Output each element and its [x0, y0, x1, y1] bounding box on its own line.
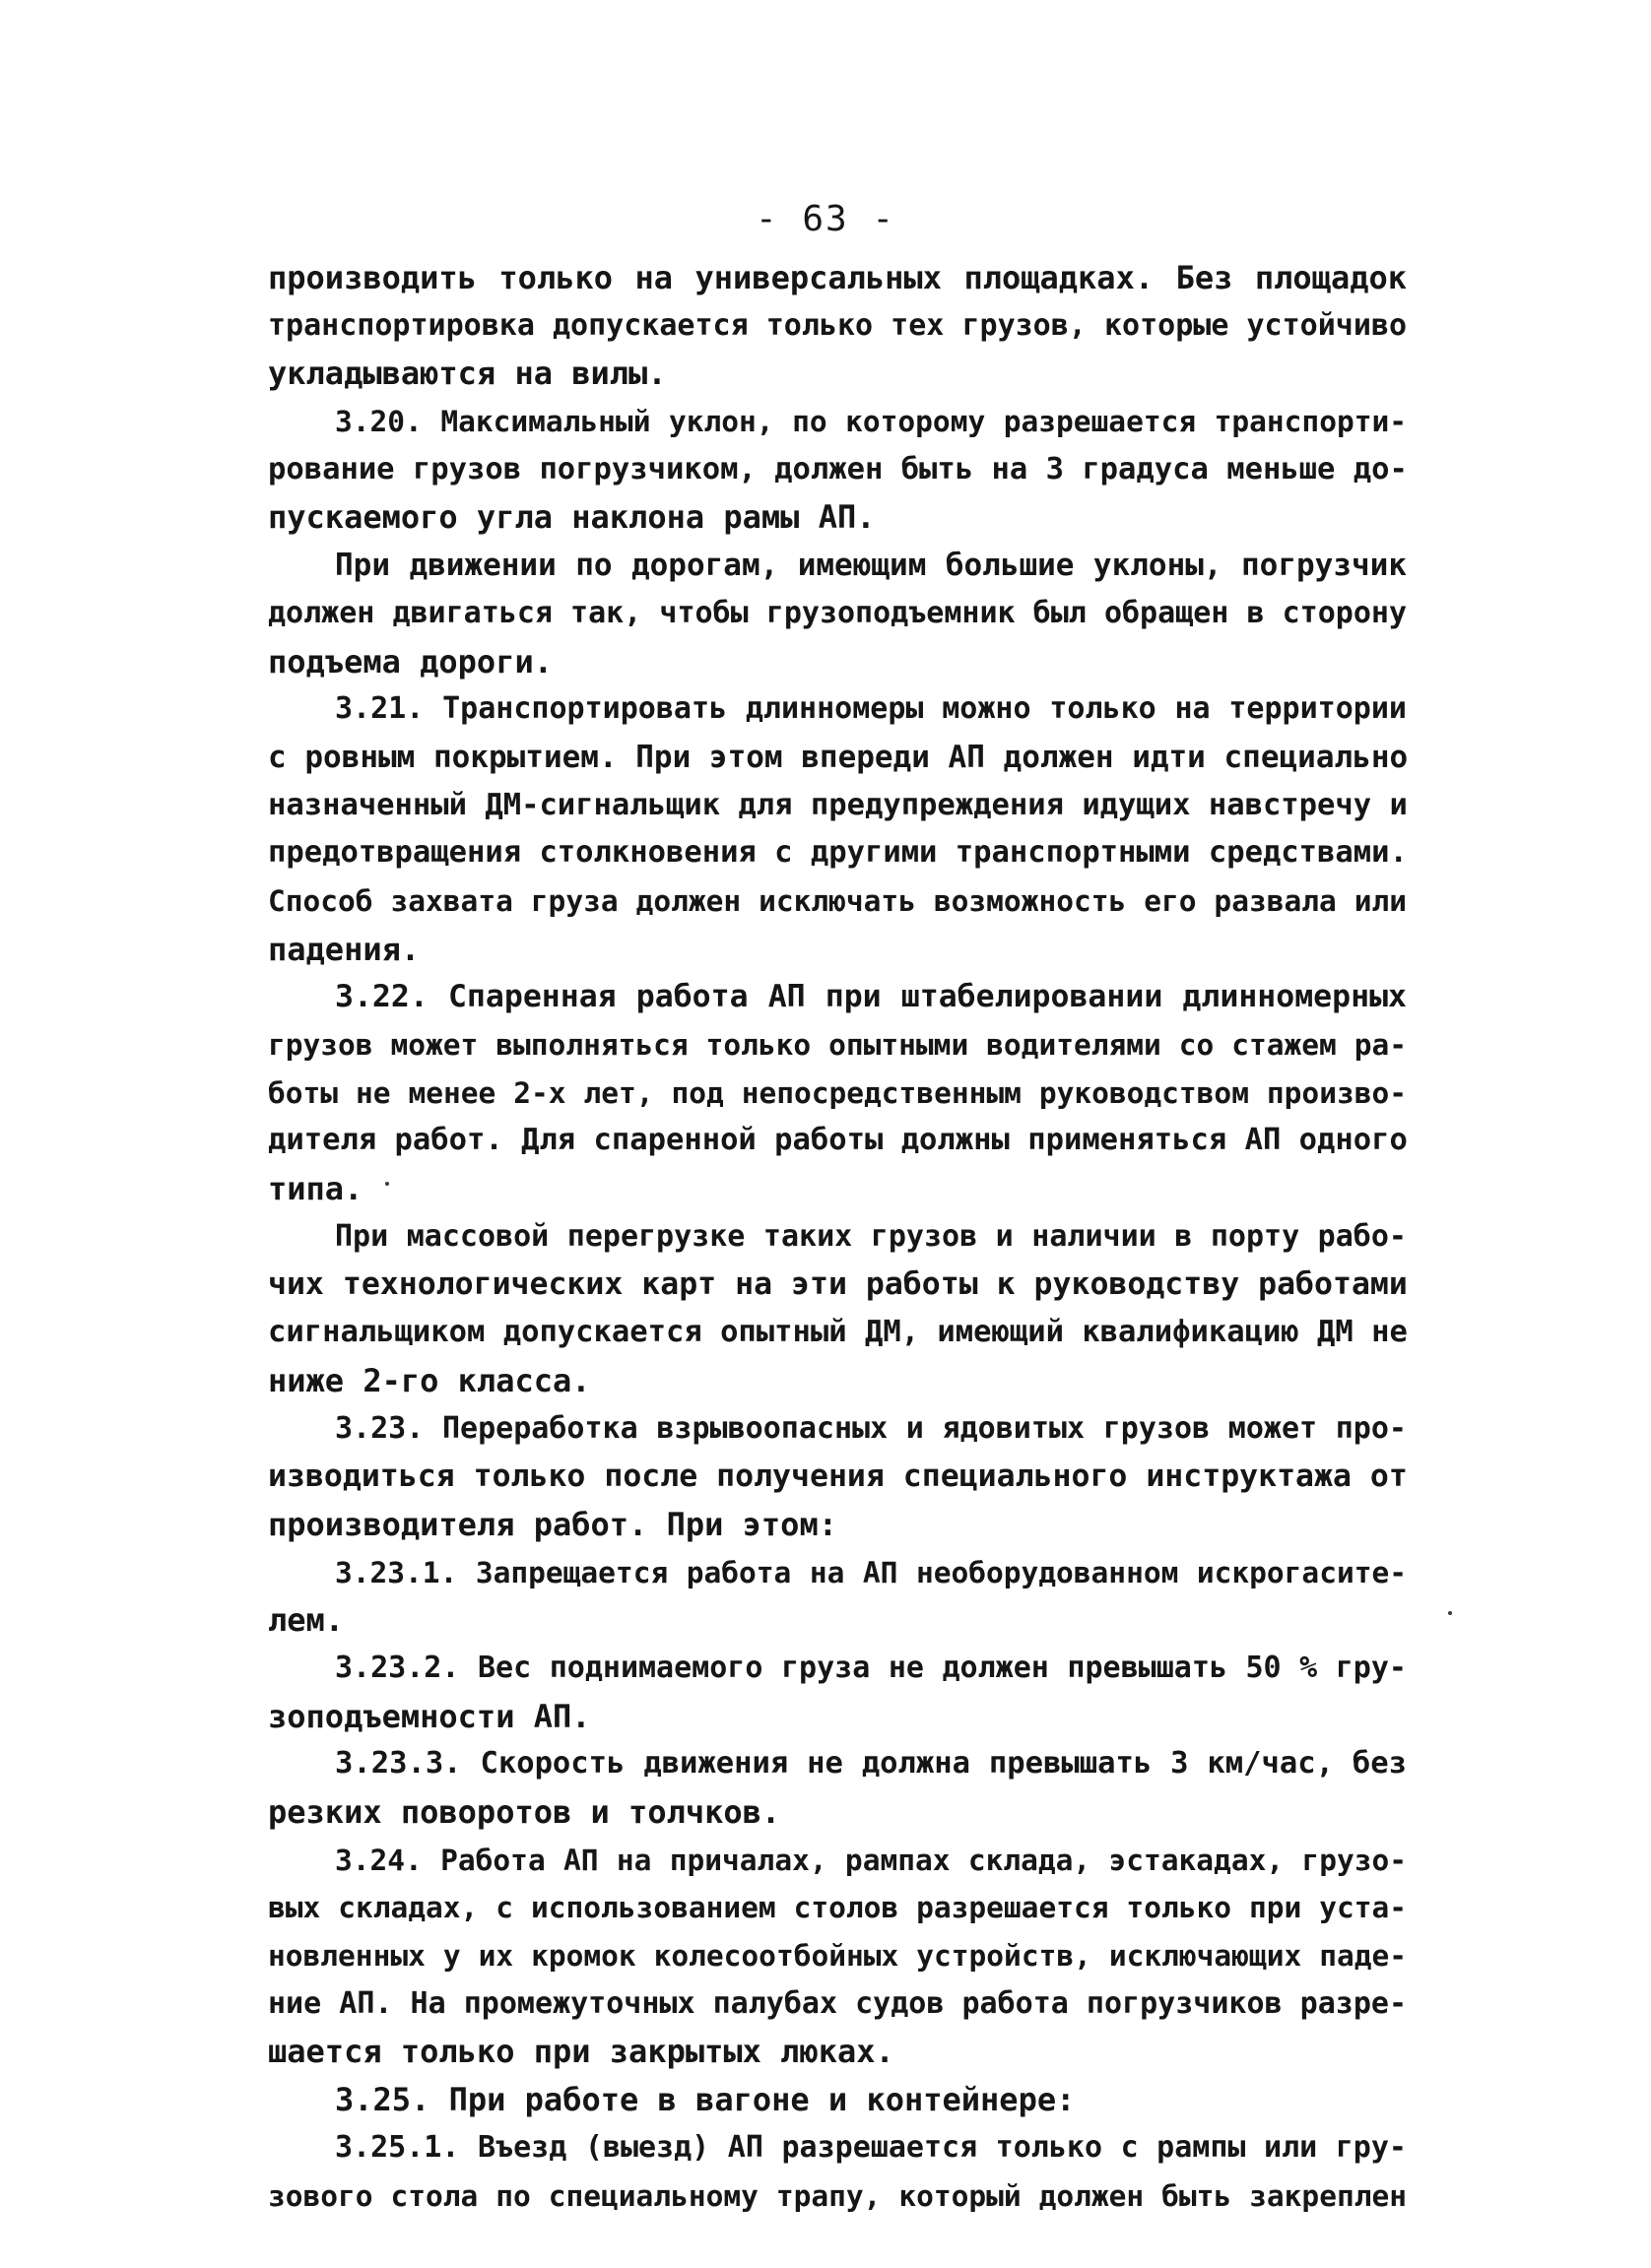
text-line: шается только при закрытых люках.	[268, 2033, 894, 2071]
text-line: производителя работ. При этом:	[268, 1505, 837, 1543]
text-line: лем.	[268, 1601, 345, 1640]
text-line: вых складах, с использованием столов разрешается только при уста-	[268, 1891, 1407, 1925]
text-line: предотвращения столкновения с другими транспортными средствами.	[268, 835, 1408, 871]
text-line: зоподъемности АП.	[268, 1697, 591, 1735]
text-line: грузов может выполняться только опытными водителями со стажем ра-	[268, 1028, 1407, 1062]
text-line: производить только на универсальных площадках. Без площадок	[268, 259, 1407, 296]
text-line: транспортировка допускается только тех грузов, которые устойчиво	[268, 307, 1407, 343]
text-line: ние АП. На промежуточных палубах судов работа погрузчиков разре-	[268, 1985, 1407, 2021]
text-line: 3.23.1. Запрещается работа на АП необорудованном искрогасите-	[335, 1555, 1407, 1589]
text-line: чих технологических карт на эти работы к руководству работами	[268, 1266, 1408, 1303]
scan-speck	[1448, 1611, 1452, 1615]
text-line: 3.23. Переработка взрывоопасных и ядовитых грузов может про-	[335, 1410, 1407, 1446]
text-line: укладываются на вилы.	[268, 355, 667, 393]
text-line: резких поворотов и толчков.	[268, 1793, 781, 1831]
text-line: с ровным покрытием. При этом впереди АП должен идти специально	[268, 739, 1409, 775]
text-line: 3.20. Максимальный уклон, по которому разрешается транспорти-	[335, 405, 1407, 439]
scan-speck	[385, 1182, 389, 1186]
text-line: пускаемого угла наклона рамы АП.	[268, 498, 876, 537]
text-line: 3.23.3. Скорость движения не должна превышать 3 км/час, без	[335, 1746, 1407, 1782]
text-line: подъема дороги.	[268, 642, 553, 680]
text-line: типа.	[268, 1170, 363, 1208]
text-line: новленных у их кромок колесоотбойных устройств, исключающих паде-	[268, 1939, 1407, 1974]
text-line: дителя работ. Для спаренной работы должны применяться АП одного	[268, 1123, 1408, 1158]
text-line: 3.24. Работа АП на причалах, рампах склада, эстакадах, грузо-	[335, 1843, 1407, 1877]
text-line: изводиться только после получения специального инструктажа от	[268, 1458, 1408, 1495]
text-line: 3.22. Спаренная работа АП при штабелировании длинномерных	[335, 979, 1407, 1015]
text-line: рование грузов погрузчиком, должен быть на 3 градуса меньше до-	[268, 451, 1408, 486]
text-line: зового стола по специальному трапу, который должен быть закреплен	[268, 2178, 1407, 2213]
page-number: - 63 -	[755, 199, 896, 239]
text-line: сигнальщиком допускается опытный ДМ, имеющий квалификацию ДМ не	[268, 1315, 1408, 1350]
document-body	[268, 254, 1407, 2220]
text-line: 3.25.1. Въезд (выезд) АП разрешается только с рампы или гру-	[335, 2129, 1407, 2165]
text-line: 3.25. При работе в вагоне и контейнере:	[335, 2081, 1076, 2119]
text-line: Способ захвата груза должен исключать возможность его развала или	[268, 883, 1407, 918]
text-line: При движении по дорогам, имеющим большие уклоны, погрузчик	[335, 548, 1407, 584]
text-line: 3.21. Транспортировать длинномеры можно только на территории	[335, 691, 1407, 727]
text-line: падения.	[268, 930, 421, 968]
text-line: назначенный ДМ-сигнальщик для предупреждения идущих навстречу и	[268, 787, 1408, 822]
text-line: При массовой перегрузке таких грузов и наличии в порту рабо-	[335, 1218, 1407, 1254]
text-line: 3.23.2. Вес поднимаемого груза не должен превышать 50 % гру-	[335, 1650, 1407, 1685]
text-line: ниже 2-го класса.	[268, 1361, 591, 1399]
text-line: должен двигаться так, чтобы грузоподъемник был обращен в сторону	[268, 595, 1407, 630]
text-line: боты не менее 2-х лет, под непосредственным руководством произво-	[268, 1075, 1407, 1110]
